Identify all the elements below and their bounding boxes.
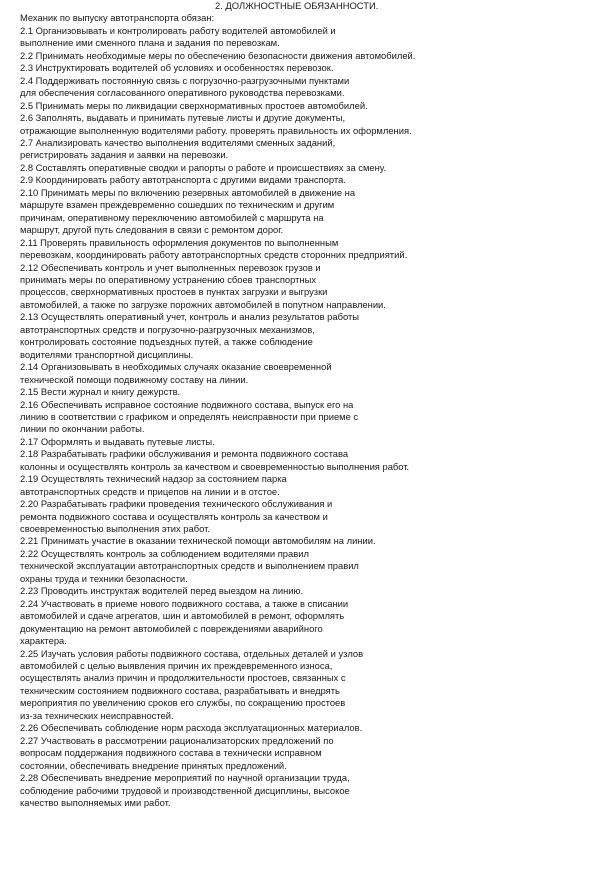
- text-line: автотранспортных средств и погрузочно-разгрузочных механизмов,: [20, 323, 315, 335]
- text-line: 2.11 Проверять правильность оформления документов по выполненным: [20, 236, 339, 248]
- text-line: автотранспортных средств и прицепов на линии и в отстое.: [20, 485, 280, 497]
- text-line: 2.23 Проводить инструктаж водителей перед выездом на линию.: [20, 585, 304, 597]
- text-line: 2.10 Принимать меры по включению резервных автомобилей в движение на: [20, 186, 356, 198]
- text-line: 2.26 Обеспечивать соблюдение норм расхода эксплуатационных материалов.: [20, 722, 363, 734]
- text-line: документацию на ремонт автомобилей с повреждениями аварийного: [20, 622, 323, 634]
- duties-text-body: [20, 12, 595, 809]
- text-line: 2.15 Вести журнал и книгу дежурств.: [20, 386, 181, 398]
- text-line: осуществлять анализ причин и продолжительности простоев, связанных с: [20, 672, 346, 684]
- text-line: 2.13 Осуществлять оперативный учет, контроль и анализ результатов работы: [20, 311, 360, 323]
- text-line: автомобилей с целью выявления причин их преждевременного износа,: [20, 660, 333, 672]
- text-line: водителями транспортной дисциплины.: [20, 348, 194, 360]
- text-line: 2.2 Принимать необходимые меры по обеспечению безопасности движения автомобилей.: [20, 49, 416, 61]
- text-line: 2.20 Разрабатывать графики проведения технического обслуживания и: [20, 498, 333, 510]
- document-page: [20, 0, 595, 809]
- text-line: регистрировать задания и заявки на перевозки.: [20, 149, 229, 161]
- text-line: принимать меры по оперативному устранению сбоев транспортных: [20, 273, 317, 285]
- text-line: 2.7 Анализировать качество выполнения водителями сменных заданий,: [20, 136, 336, 148]
- text-line: 2.6 Заполнять, выдавать и принимать путевые листы и другие документы,: [20, 112, 346, 124]
- text-line: автомобилей, а также по загрузке порожних автомобилей в попутном направлении.: [20, 298, 386, 310]
- text-line: процессов, сверхнормативных простоев в пунктах загрузки и выгрузки: [20, 286, 328, 298]
- text-line: перевозкам, координировать работу автотранспортных средств сторонних предприятий.: [20, 249, 408, 261]
- text-line: 2.28 Обеспечивать внедрение мероприятий по научной организации труда,: [20, 772, 350, 784]
- text-line: 2.25 Изучать условия работы подвижного состава, отдельных деталей и узлов: [20, 647, 364, 659]
- text-line: 2.21 Принимать участие в оказании технической помощи автомобилям на линии.: [20, 535, 376, 547]
- text-line: линии по окончании работы.: [20, 423, 145, 435]
- text-line: техническим состоянием подвижного состава, разрабатывать и внедрять: [20, 684, 340, 696]
- text-line: 2.3 Инструктировать водителей об условиях и особенностях перевозок.: [20, 62, 334, 74]
- text-line: 2.17 Оформлять и выдавать путевые листы.: [20, 435, 215, 447]
- text-line: своевременностью выполнения этих работ.: [20, 523, 210, 535]
- text-line: 2.22 Осуществлять контроль за соблюдением водителями правил: [20, 547, 309, 559]
- text-line: ремонта подвижного состава и осуществлять контроль за качеством и: [20, 510, 328, 522]
- text-line: 2.4 Поддерживать постоянную связь с погрузочно-разгрузочными пунктами: [20, 74, 350, 86]
- text-line: 2.12 Обеспечивать контроль и учет выполненных перевозок грузов и: [20, 261, 321, 273]
- text-line: выполнение ими сменного плана и задания по перевозкам.: [20, 37, 280, 49]
- text-line: колонны и осуществлять контроль за качеством и своевременностью выполнения работ.: [20, 460, 410, 472]
- text-line: 2.18 Разрабатывать графики обслуживания и ремонта подвижного состава: [20, 448, 349, 460]
- text-line: причинам, оперативному переключению автомобилей с маршрута на: [20, 211, 324, 223]
- text-line: для обеспечения согласованного оперативного руководства перевозками.: [20, 87, 345, 99]
- text-line: соблюдение рабочими трудовой и производственной дисциплины, высокое: [20, 784, 350, 796]
- text-line: мероприятия по увеличению сроков его службы, по сокращению простоев: [20, 697, 346, 709]
- text-line: 2.5 Принимать меры по ликвидации сверхнормативных простоев автомобилей.: [20, 99, 368, 111]
- text-line: 2.16 Обеспечивать исправное состояние подвижного состава, выпуск его на: [20, 398, 354, 410]
- text-line: маршрут, другой путь следования в связи с ремонтом дорог.: [20, 224, 284, 236]
- text-line: вопросам поддержания подвижного состава в технически исправном: [20, 747, 322, 759]
- text-line: качество выполняемых ими работ.: [20, 797, 171, 808]
- text-line: линию в соответствии с графиком и определять неисправности при приеме с: [20, 410, 359, 422]
- text-line: состоянии, обеспечивать внедрение принятых предложений.: [20, 759, 287, 771]
- text-line: охраны труда и техники безопасности.: [20, 572, 188, 584]
- text-line: технической помощи подвижному составу на линии.: [20, 373, 249, 385]
- text-line: 2.14 Организовывать в необходимых случаях оказание своевременной: [20, 361, 332, 373]
- text-line: 2.27 Участвовать в рассмотрении рационализаторских предложений по: [20, 734, 334, 746]
- text-line: 2.9 Координировать работу автотранспорта с другими видами транспорта.: [20, 174, 346, 186]
- text-line: технической эксплуатации автотранспортных средств и выполнением правил: [20, 560, 359, 572]
- text-line: Механик по выпуску автотранспорта обязан:: [20, 12, 215, 24]
- text-line: отражающие выполненную водителями работу. проверять правильность их оформления.: [20, 124, 412, 136]
- text-line: маршруте взамен преждевременно сошедших по техническим и другим: [20, 199, 335, 211]
- text-line: 2.19 Осуществлять технический надзор за состоянием парка: [20, 473, 287, 485]
- text-line: 2.8 Составлять оперативные сводки и рапорты о работе и происшествиях за смену.: [20, 161, 387, 173]
- text-line: автомобилей и сдаче агрегатов, шин и автомобилей в ремонт, оформлять: [20, 610, 345, 622]
- text-line: 2.1 Организовывать и контролировать работу водителей автомобилей и: [20, 24, 336, 36]
- text-line: характера.: [20, 635, 67, 647]
- text-line: из-за технических неисправностей.: [20, 709, 174, 721]
- text-line: 2.24 Участвовать в приеме нового подвижного состава, а также в списании: [20, 597, 349, 609]
- section-heading: 2. ДОЛЖНОСТНЫЕ ОБЯЗАННОСТИ.: [215, 0, 379, 11]
- text-line: контролировать состояние подъездных путей, а также соблюдение: [20, 336, 313, 348]
